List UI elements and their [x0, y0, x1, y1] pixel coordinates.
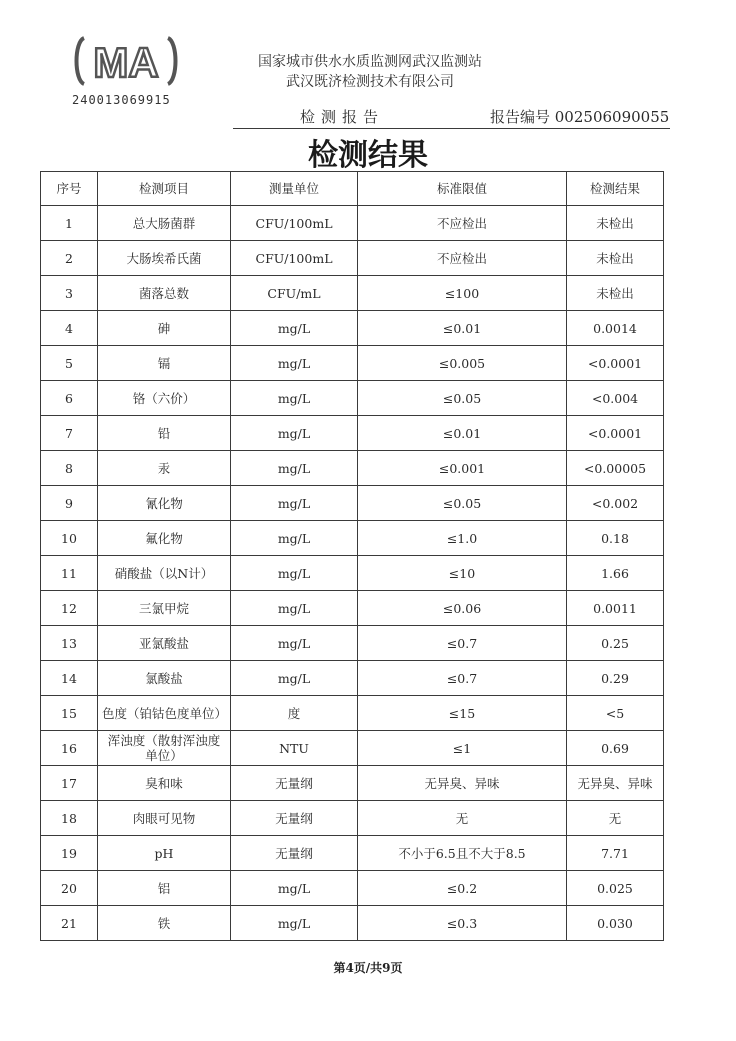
- cell-result: 无异臭、异味: [567, 766, 664, 801]
- col-header-item: 检测项目: [98, 172, 231, 206]
- cell-item: 铁: [98, 906, 231, 941]
- cell-limit: ≤1.0: [358, 521, 567, 556]
- cell-limit: ≤0.7: [358, 626, 567, 661]
- cell-limit: ≤0.01: [358, 311, 567, 346]
- cell-item: 铝: [98, 871, 231, 906]
- cell-index: 15: [41, 696, 98, 731]
- cell-result: 1.66: [567, 556, 664, 591]
- cell-result: 0.29: [567, 661, 664, 696]
- report-number: 报告编号 002506090055: [490, 108, 670, 126]
- results-table: [40, 171, 664, 941]
- cell-index: 9: [41, 486, 98, 521]
- cell-item: 三氯甲烷: [98, 591, 231, 626]
- cell-limit: ≤0.05: [358, 381, 567, 416]
- table-row: [41, 206, 664, 241]
- cell-unit: mg/L: [231, 556, 358, 591]
- table-row: [41, 766, 664, 801]
- cell-index: 14: [41, 661, 98, 696]
- cell-limit: ≤0.7: [358, 661, 567, 696]
- cell-item: 肉眼可见物: [98, 801, 231, 836]
- table-row: [41, 591, 664, 626]
- cell-index: 4: [41, 311, 98, 346]
- cell-index: 16: [41, 731, 98, 766]
- cell-result: <0.0001: [567, 346, 664, 381]
- cell-item: 氟化物: [98, 521, 231, 556]
- cell-index: 21: [41, 906, 98, 941]
- cell-result: 0.0011: [567, 591, 664, 626]
- cell-unit: mg/L: [231, 346, 358, 381]
- table-row: [41, 451, 664, 486]
- table-row: [41, 556, 664, 591]
- page-title: 检测结果: [308, 138, 428, 173]
- cell-result: 7.71: [567, 836, 664, 871]
- cell-result: <0.004: [567, 381, 664, 416]
- cell-unit: mg/L: [231, 871, 358, 906]
- cell-limit: ≤1: [358, 731, 567, 766]
- cell-result: 无: [567, 801, 664, 836]
- table-row: [41, 871, 664, 906]
- cell-index: 6: [41, 381, 98, 416]
- cell-result: 0.025: [567, 871, 664, 906]
- table-row: [41, 311, 664, 346]
- col-header-result: 检测结果: [567, 172, 664, 206]
- cell-unit: mg/L: [231, 451, 358, 486]
- col-header-limit: 标准限值: [358, 172, 567, 206]
- cell-item: 汞: [98, 451, 231, 486]
- cell-limit: ≤0.3: [358, 906, 567, 941]
- cell-unit: mg/L: [231, 311, 358, 346]
- cell-limit: ≤100: [358, 276, 567, 311]
- cell-unit: mg/L: [231, 591, 358, 626]
- cell-unit: mg/L: [231, 661, 358, 696]
- cell-result: 未检出: [567, 241, 664, 276]
- cell-index: 19: [41, 836, 98, 871]
- cell-index: 3: [41, 276, 98, 311]
- cell-result: 0.18: [567, 521, 664, 556]
- table-row: [41, 626, 664, 661]
- cell-unit: CFU/mL: [231, 276, 358, 311]
- table-row: [41, 696, 664, 731]
- table-row: [41, 346, 664, 381]
- cell-unit: mg/L: [231, 521, 358, 556]
- table-row: [41, 521, 664, 556]
- cell-unit: 无量纲: [231, 801, 358, 836]
- table-row: [41, 241, 664, 276]
- cell-unit: 无量纲: [231, 836, 358, 871]
- org-name-line1: 国家城市供水水质监测网武汉监测站: [258, 54, 482, 70]
- cell-unit: CFU/100mL: [231, 241, 358, 276]
- cell-item: 氰化物: [98, 486, 231, 521]
- cell-item: 硝酸盐（以N计）: [98, 556, 231, 591]
- cell-item: 色度（铂钴色度单位）: [98, 696, 231, 731]
- cell-limit: ≤0.001: [358, 451, 567, 486]
- cell-unit: NTU: [231, 731, 358, 766]
- cell-result: 0.030: [567, 906, 664, 941]
- cell-item: 铅: [98, 416, 231, 451]
- cell-index: 20: [41, 871, 98, 906]
- cma-logo-text: MA: [93, 39, 159, 86]
- org-name-line2: 武汉既济检测技术有限公司: [286, 74, 454, 90]
- cell-item: 铬（六价）: [98, 381, 231, 416]
- table-header-row: [41, 172, 664, 206]
- cell-index: 11: [41, 556, 98, 591]
- cell-index: 10: [41, 521, 98, 556]
- cell-limit: ≤0.2: [358, 871, 567, 906]
- table-row: [41, 661, 664, 696]
- cell-index: 7: [41, 416, 98, 451]
- cell-result: 0.25: [567, 626, 664, 661]
- cell-limit: 不应检出: [358, 206, 567, 241]
- cell-result: 0.69: [567, 731, 664, 766]
- table-row: [41, 381, 664, 416]
- cell-limit: ≤0.06: [358, 591, 567, 626]
- cell-item: 菌落总数: [98, 276, 231, 311]
- table-row: [41, 836, 664, 871]
- cell-item: 大肠埃希氏菌: [98, 241, 231, 276]
- cell-result: <5: [567, 696, 664, 731]
- cell-unit: mg/L: [231, 486, 358, 521]
- cell-item: 总大肠菌群: [98, 206, 231, 241]
- cell-index: 1: [41, 206, 98, 241]
- cell-item: 臭和味: [98, 766, 231, 801]
- cell-unit: mg/L: [231, 626, 358, 661]
- col-header-unit: 测量单位: [231, 172, 358, 206]
- cell-item: 亚氯酸盐: [98, 626, 231, 661]
- cell-index: 2: [41, 241, 98, 276]
- cell-item: 镉: [98, 346, 231, 381]
- cell-unit: mg/L: [231, 906, 358, 941]
- table-row: [41, 416, 664, 451]
- cell-unit: 度: [231, 696, 358, 731]
- cell-index: 18: [41, 801, 98, 836]
- cell-unit: mg/L: [231, 416, 358, 451]
- table-row: [41, 731, 664, 766]
- table-row: [41, 801, 664, 836]
- cell-item: 砷: [98, 311, 231, 346]
- cell-index: 17: [41, 766, 98, 801]
- report-label: 检测报告: [300, 108, 385, 126]
- table-row: [41, 906, 664, 941]
- cell-index: 8: [41, 451, 98, 486]
- cell-item: 氯酸盐: [98, 661, 231, 696]
- cell-limit: 无异臭、异味: [358, 766, 567, 801]
- cell-limit: ≤0.005: [358, 346, 567, 381]
- cell-index: 5: [41, 346, 98, 381]
- cell-result: 未检出: [567, 276, 664, 311]
- cell-limit: 无: [358, 801, 567, 836]
- cell-limit: ≤0.01: [358, 416, 567, 451]
- cert-code: 240013069915: [72, 93, 171, 107]
- page-indicator: 第4页/共9页: [333, 961, 403, 975]
- cell-result: <0.0001: [567, 416, 664, 451]
- cell-limit: ≤15: [358, 696, 567, 731]
- table-row: [41, 276, 664, 311]
- cell-unit: CFU/100mL: [231, 206, 358, 241]
- cell-result: <0.002: [567, 486, 664, 521]
- cell-limit: ≤10: [358, 556, 567, 591]
- cell-limit: 不应检出: [358, 241, 567, 276]
- col-header-index: 序号: [41, 172, 98, 206]
- cma-logo: [68, 32, 184, 90]
- cell-result: 0.0014: [567, 311, 664, 346]
- cell-item: pH: [98, 836, 231, 871]
- header-divider: [233, 128, 670, 129]
- cell-unit: mg/L: [231, 381, 358, 416]
- cell-index: 12: [41, 591, 98, 626]
- cell-result: <0.00005: [567, 451, 664, 486]
- cell-limit: 不小于6.5且不大于8.5: [358, 836, 567, 871]
- cell-unit: 无量纲: [231, 766, 358, 801]
- cell-limit: ≤0.05: [358, 486, 567, 521]
- cell-result: 未检出: [567, 206, 664, 241]
- results-table-body: [41, 206, 664, 941]
- table-row: [41, 486, 664, 521]
- cell-index: 13: [41, 626, 98, 661]
- cell-item: 浑浊度（散射浑浊度单位）: [98, 731, 231, 766]
